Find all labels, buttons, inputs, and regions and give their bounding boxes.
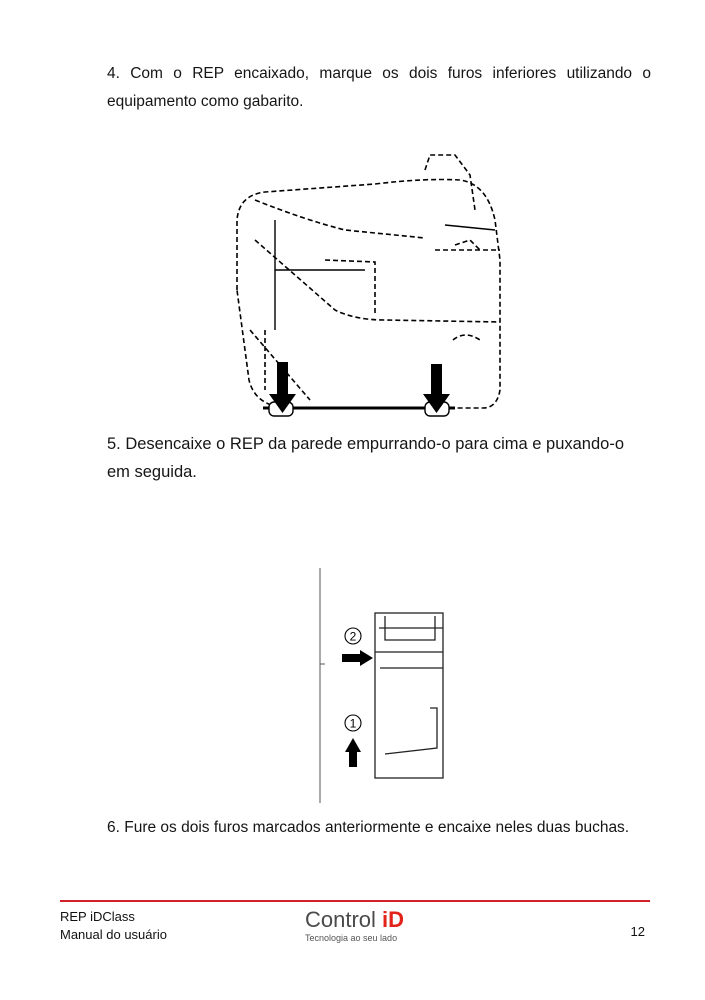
right-arrow-icon (342, 650, 373, 666)
step-6-text: 6. Fure os dois furos marcados anteriormente e encaixe neles duas buchas. (107, 819, 630, 836)
step-5-text: 5. Desencaixe o REP da parede empurrando-o para cima e puxando-o em seguida. (107, 435, 625, 481)
down-arrow-icons (269, 362, 450, 413)
footer-manual-name: Manual do usuário (60, 927, 167, 942)
logo-tagline: Tecnologia ao seu lado (305, 933, 398, 943)
up-arrow-icon (345, 738, 361, 767)
control-id-logo (305, 908, 425, 943)
footer-divider (60, 900, 650, 902)
step-4-text: 4. Com o REP encaixado, marque os dois furos inferiores utilizando o equipamento como gabarito. (107, 65, 651, 110)
page-number: 12 (630, 924, 645, 939)
step-1-label: 1 (349, 716, 357, 731)
footer-product-name: REP iDClass (60, 909, 135, 924)
device-removal-figure (305, 568, 455, 808)
logo-text: Control (305, 907, 383, 932)
device-marking-figure (225, 150, 510, 420)
step-2-label: 2 (349, 629, 357, 644)
logo-accent: iD (382, 907, 405, 932)
footer-product-info (60, 908, 167, 944)
